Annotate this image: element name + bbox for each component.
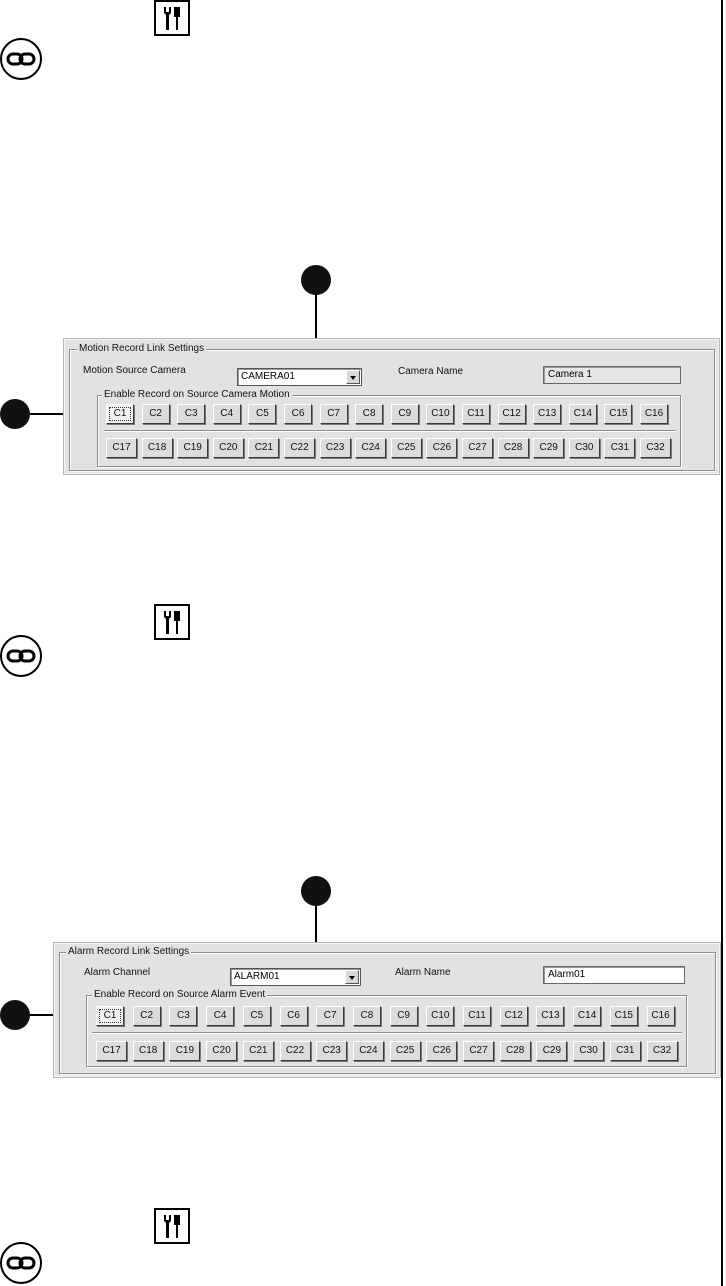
channel-button-c26[interactable]: C26 xyxy=(426,1041,457,1061)
channel-button-c24[interactable]: C24 xyxy=(353,1041,384,1061)
motion-source-value: CAMERA01 xyxy=(241,371,295,382)
channel-button-c30[interactable]: C30 xyxy=(569,438,600,458)
channel-button-c19[interactable]: C19 xyxy=(177,438,208,458)
callout-marker xyxy=(0,399,30,429)
divider xyxy=(92,1032,682,1034)
link-icon xyxy=(0,1242,42,1284)
channel-button-c1[interactable]: C1 xyxy=(106,404,134,424)
channel-button-c19[interactable]: C19 xyxy=(169,1041,200,1061)
channel-button-c21[interactable]: C21 xyxy=(243,1041,274,1061)
channel-button-c3[interactable]: C3 xyxy=(177,404,205,424)
alarm-channel-select[interactable] xyxy=(230,968,361,986)
channel-button-c28[interactable]: C28 xyxy=(498,438,529,458)
channel-button-c32[interactable]: C32 xyxy=(640,438,671,458)
channel-button-c8[interactable]: C8 xyxy=(355,404,383,424)
alarm-record-link-panel xyxy=(53,942,721,1078)
channel-button-c2[interactable]: C2 xyxy=(133,1006,161,1026)
channel-button-c28[interactable]: C28 xyxy=(500,1041,531,1061)
alarm-name-field[interactable]: Alarm01 xyxy=(543,966,685,984)
camera-name-field[interactable]: Camera 1 xyxy=(543,366,681,384)
channel-button-c21[interactable]: C21 xyxy=(248,438,279,458)
enable-record-title: Enable Record on Source Camera Motion xyxy=(104,389,290,400)
channel-button-c17[interactable]: C17 xyxy=(96,1041,127,1061)
channel-button-c32[interactable]: C32 xyxy=(647,1041,678,1061)
channel-button-c15[interactable]: C15 xyxy=(604,404,632,424)
channel-button-c4[interactable]: C4 xyxy=(213,404,241,424)
channel-button-c29[interactable]: C29 xyxy=(536,1041,567,1061)
channel-button-c10[interactable]: C10 xyxy=(426,404,454,424)
chevron-down-icon[interactable] xyxy=(345,970,359,984)
channel-button-c8[interactable]: C8 xyxy=(353,1006,381,1026)
channel-button-c18[interactable]: C18 xyxy=(142,438,173,458)
channel-button-c10[interactable]: C10 xyxy=(426,1006,454,1026)
channel-button-c4[interactable]: C4 xyxy=(206,1006,234,1026)
channel-button-c23[interactable]: C23 xyxy=(320,438,351,458)
chevron-down-icon[interactable] xyxy=(346,370,360,384)
panel-title: Alarm Record Link Settings xyxy=(68,946,190,957)
enable-record-title: Enable Record on Source Alarm Event xyxy=(94,989,266,1000)
channel-button-c16[interactable]: C16 xyxy=(647,1006,675,1026)
channel-button-c2[interactable]: C2 xyxy=(142,404,170,424)
channel-button-c15[interactable]: C15 xyxy=(610,1006,638,1026)
channel-button-c24[interactable]: C24 xyxy=(355,438,386,458)
channel-button-c20[interactable]: C20 xyxy=(213,438,244,458)
channel-button-c6[interactable]: C6 xyxy=(284,404,312,424)
channel-button-c26[interactable]: C26 xyxy=(426,438,457,458)
channel-button-c1[interactable]: C1 xyxy=(96,1006,124,1026)
motion-source-select[interactable] xyxy=(237,368,362,386)
channel-button-c7[interactable]: C7 xyxy=(320,404,348,424)
channel-button-c5[interactable]: C5 xyxy=(243,1006,271,1026)
channel-button-c20[interactable]: C20 xyxy=(206,1041,237,1061)
channel-button-c30[interactable]: C30 xyxy=(573,1041,604,1061)
tools-icon xyxy=(154,1208,190,1244)
channel-button-c16[interactable]: C16 xyxy=(640,404,668,424)
channel-button-c25[interactable]: C25 xyxy=(390,1041,421,1061)
channel-button-c9[interactable]: C9 xyxy=(390,1006,418,1026)
channel-button-c6[interactable]: C6 xyxy=(280,1006,308,1026)
channel-button-c13[interactable]: C13 xyxy=(536,1006,564,1026)
camera-name-label: Camera Name xyxy=(398,366,464,377)
motion-source-label: Motion Source Camera xyxy=(83,365,186,376)
channel-button-c27[interactable]: C27 xyxy=(462,438,493,458)
channel-button-c23[interactable]: C23 xyxy=(316,1041,347,1061)
channel-button-c5[interactable]: C5 xyxy=(248,404,276,424)
channel-button-c3[interactable]: C3 xyxy=(169,1006,197,1026)
channel-button-c11[interactable]: C11 xyxy=(462,404,490,424)
channel-button-c11[interactable]: C11 xyxy=(463,1006,491,1026)
channel-button-c29[interactable]: C29 xyxy=(533,438,564,458)
channel-button-c13[interactable]: C13 xyxy=(533,404,561,424)
channel-button-c14[interactable]: C14 xyxy=(569,404,597,424)
callout-marker xyxy=(301,876,331,906)
channel-button-c31[interactable]: C31 xyxy=(610,1041,641,1061)
tools-icon xyxy=(154,0,190,36)
tools-icon xyxy=(154,604,190,640)
channel-button-c18[interactable]: C18 xyxy=(133,1041,164,1061)
page-margin-rule xyxy=(721,0,723,1286)
alarm-name-label: Alarm Name xyxy=(395,967,451,978)
channel-button-c22[interactable]: C22 xyxy=(280,1041,311,1061)
channel-button-c17[interactable]: C17 xyxy=(106,438,137,458)
link-icon xyxy=(0,38,42,80)
channel-button-c9[interactable]: C9 xyxy=(391,404,419,424)
link-icon xyxy=(0,635,42,677)
callout-marker xyxy=(301,265,331,295)
panel-title: Motion Record Link Settings xyxy=(79,343,205,354)
channel-button-c31[interactable]: C31 xyxy=(604,438,635,458)
divider xyxy=(104,430,676,432)
channel-button-c14[interactable]: C14 xyxy=(573,1006,601,1026)
channel-button-c27[interactable]: C27 xyxy=(463,1041,494,1061)
channel-button-c7[interactable]: C7 xyxy=(316,1006,344,1026)
callout-marker xyxy=(0,1000,30,1030)
channel-button-c22[interactable]: C22 xyxy=(284,438,315,458)
channel-button-c25[interactable]: C25 xyxy=(391,438,422,458)
channel-button-c12[interactable]: C12 xyxy=(500,1006,528,1026)
alarm-channel-label: Alarm Channel xyxy=(84,967,151,978)
alarm-channel-value: ALARM01 xyxy=(234,971,280,982)
channel-button-c12[interactable]: C12 xyxy=(498,404,526,424)
motion-record-link-panel xyxy=(63,338,720,475)
